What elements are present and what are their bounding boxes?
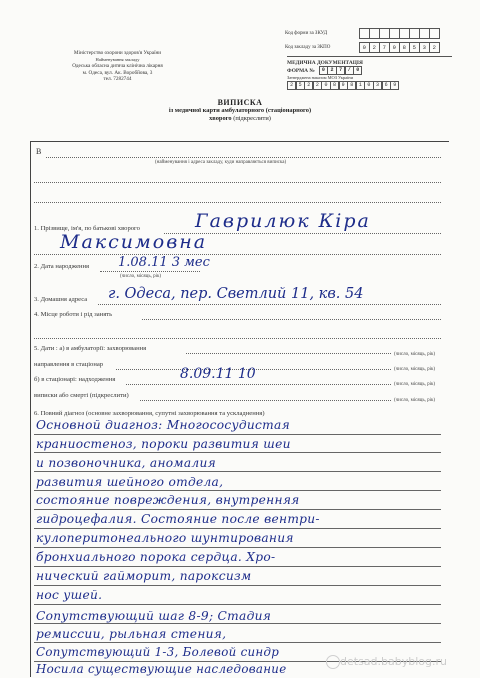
- admission-caption: (число, місяць, рік): [394, 382, 436, 387]
- recipient-prefix: В: [36, 147, 42, 156]
- code-digit: 7: [379, 42, 390, 53]
- form-code-cells: [359, 28, 439, 39]
- form-digit: 0: [319, 66, 328, 75]
- referral-label: направлення в стаціонар: [34, 361, 104, 368]
- recipient-line: [46, 157, 441, 158]
- diagnosis-text-line: Основной диагноз: Многососудистая: [36, 418, 290, 432]
- date-digit: 5: [296, 81, 305, 90]
- date-digit: 2: [304, 81, 313, 90]
- form-info-box: [287, 56, 452, 93]
- zkpo-code-cells: [359, 42, 439, 53]
- approval-line: Затверджена наказом МОЗ України: [287, 75, 353, 80]
- date-digit: 1: [356, 81, 365, 90]
- disease-date-line: [186, 353, 391, 354]
- diagnosis-line: [34, 471, 441, 472]
- extra-text-line: Носила существующие наследование: [36, 662, 287, 676]
- code-cell: [389, 28, 400, 39]
- diagnosis-text-line: развития шейного отдела,: [36, 475, 224, 489]
- diagnosis-text-line: кулоперитонеального шунтирования: [36, 531, 294, 545]
- workplace-line: [142, 319, 441, 320]
- zkpo-code-label: Код закладу за ЗКПО: [285, 44, 331, 50]
- subtitle-word: хворого: [209, 115, 232, 123]
- diagnosis-line: [34, 623, 441, 624]
- date-digit: 9: [390, 81, 399, 90]
- ministry-line: Міністерство охорони здоров'я України: [73, 50, 162, 56]
- document-heading: [120, 99, 360, 124]
- document-subtitle-2: [120, 115, 360, 123]
- discharge-line: [140, 400, 391, 401]
- admission-label: б) в стаціонарі: надходження: [34, 376, 116, 383]
- form-digit: 7: [336, 66, 345, 75]
- diagnosis-line: [34, 604, 441, 605]
- admission-line: [126, 384, 391, 385]
- diagnosis-label: 6. Повний діагноз (основне захворювання, супутні захворювання та ускладнення): [34, 410, 265, 417]
- code-cell: [369, 28, 380, 39]
- diagnosis-text-line: бронхиального порока сердца. Хро-: [36, 550, 276, 564]
- diagnosis-line: [34, 642, 441, 643]
- form-code-row: [285, 28, 455, 38]
- diagnosis-line: [34, 585, 441, 586]
- diagnosis-line: [34, 490, 441, 491]
- birth-date-line: [100, 271, 200, 272]
- code-digit: 0: [359, 42, 370, 53]
- institution-caption: Найменування закладу: [95, 56, 140, 62]
- code-boxes: [285, 28, 455, 56]
- approval-date-cells: [287, 81, 452, 90]
- subtitle-note: (підкреслити): [233, 115, 271, 123]
- diagnosis-line: [34, 452, 441, 453]
- date-digit: 2: [287, 81, 296, 90]
- code-digit: 5: [409, 42, 420, 53]
- patient-name-value-2: Максимовна: [60, 231, 208, 253]
- zkpo-code-row: [285, 42, 455, 52]
- diagnosis-text-line: гидроцефалия. Состояние после вентри-: [36, 512, 320, 526]
- institution-name: Одеська обласна дитяча клінічна лікарня: [72, 63, 163, 70]
- code-cell: [409, 28, 420, 39]
- institution-phone: тел. 7282744: [103, 76, 132, 83]
- form-number-label: ФОРМА №: [287, 67, 315, 74]
- code-digit: 8: [399, 42, 410, 53]
- disease-date-caption: (число, місяць, рік): [394, 352, 436, 357]
- diagnosis-line: [34, 434, 441, 435]
- document-subtitle: із медичної карти амбулаторного (стаціонарного): [168, 107, 312, 115]
- code-cell: [379, 28, 390, 39]
- patient-name-line-2: [34, 254, 441, 255]
- code-digit: 9: [389, 42, 400, 53]
- form-digit: 2: [327, 66, 336, 75]
- date-digit: 0: [321, 81, 330, 90]
- workplace-line-2: [34, 338, 441, 339]
- diagnosis-text-line: краниостеноз, пороки развития шеи: [36, 437, 291, 451]
- form-code-label: Код форми за ЗКУД: [285, 30, 328, 36]
- recipient-line-2: [34, 182, 441, 183]
- date-digit: 3: [373, 81, 382, 90]
- address-line: [98, 304, 441, 305]
- date-digit: 8: [330, 81, 339, 90]
- diagnosis-text-line: нический гайморит, пароксизм: [36, 569, 252, 583]
- code-cell: [429, 28, 440, 39]
- diagnosis-text-line: нос ушей.: [36, 588, 103, 602]
- form-digit: 0: [353, 66, 362, 75]
- workplace-label: 4. Місце роботи і рід занять: [34, 311, 113, 318]
- address-label: 3. Домашня адреса: [34, 296, 88, 303]
- form-doc-title: МЕДИЧНА ДОКУМЕНТАЦІЯ: [287, 60, 363, 66]
- birth-date-caption: (число, місяць, рік): [120, 274, 162, 279]
- code-cell: [419, 28, 430, 39]
- discharge-label: виписки або смерті (підкреслити): [34, 392, 129, 399]
- document-title: ВИПИСКА: [217, 98, 263, 107]
- institution-address: м. Одеса, вул. Ак. Воробйова, 3: [82, 69, 153, 76]
- address-value: г. Одеса, пер. Светлий 11, кв. 54: [108, 286, 364, 302]
- patient-name-value: Гаврилюк Кіра: [195, 210, 371, 232]
- birth-date-value: 1.08.11 3 мес: [118, 255, 210, 270]
- code-cell: [359, 28, 370, 39]
- extra-text-line: ремиссии, рыльная стения,: [36, 627, 227, 641]
- form-number-row: [287, 66, 452, 75]
- extra-text-line: Сопутствующий 1-3, Болевой синдр: [36, 645, 280, 659]
- diagnosis-text-line: состояние повреждения, внутренняя: [36, 493, 300, 507]
- admission-value: 8.09.11 10: [180, 366, 256, 382]
- extra-text-line: Сопутствующий шаг 8-9; Стадия: [36, 609, 272, 623]
- dates-label: 5. Дати : а) в амбулаторії: захворювання: [34, 345, 147, 352]
- watermark-icon: [326, 655, 340, 669]
- diagnosis-line: [34, 566, 441, 567]
- form-number-cells: [319, 66, 362, 75]
- code-digit: 3: [419, 42, 430, 53]
- code-digit: 2: [369, 42, 380, 53]
- patient-name-label: 1. Прізвище, ім'я, по батькові хворого: [34, 225, 140, 232]
- form-digit: /: [345, 66, 354, 75]
- code-digit: 2: [429, 42, 440, 53]
- referral-caption: (число, місяць, рік): [394, 367, 436, 372]
- discharge-caption: (число, місяць, рік): [394, 398, 436, 403]
- diagnosis-text-line: и позвоночника, аномалия: [36, 456, 216, 470]
- date-digit: 9: [339, 81, 348, 90]
- recipient-line-3: [34, 202, 441, 203]
- birth-date-label: 2. Дата народження: [34, 263, 90, 270]
- diagnosis-line: [34, 528, 441, 529]
- diagnosis-line: [34, 509, 441, 510]
- code-cell: [399, 28, 410, 39]
- institution-block: [40, 50, 195, 100]
- date-digit: 0: [364, 81, 373, 90]
- date-digit: 2: [313, 81, 322, 90]
- recipient-caption: (найменування і адреса закладу, куди направляється виписка): [155, 160, 287, 165]
- date-digit: 6: [382, 81, 391, 90]
- watermark-text: detsad.babyblog.ru: [340, 655, 447, 668]
- diagnosis-line: [34, 547, 441, 548]
- date-digit: 8: [347, 81, 356, 90]
